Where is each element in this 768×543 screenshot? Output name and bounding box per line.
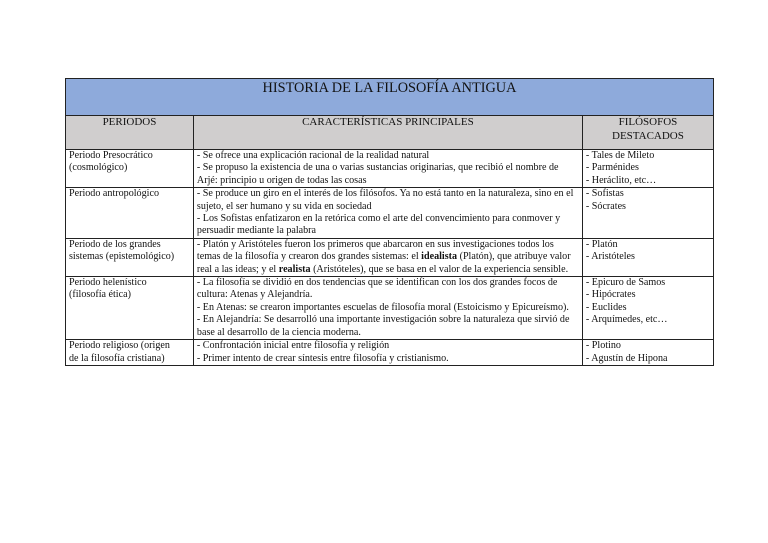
table-row xyxy=(66,340,714,366)
characteristic-item: - Se produce un giro en el interés de los filósofos. Ya no está tanto en la naturaleza, sino en el sujeto, el ser humano y su vida en sociedad xyxy=(196,188,574,212)
characteristic-item: - Se ofrece una explicación racional de la realidad natural xyxy=(196,150,430,161)
header-periods: PERIODOS xyxy=(66,116,194,150)
characteristic-text: (Platón), que atribuye valor real a las ideas; y el xyxy=(196,251,571,275)
period-name: Periodo religioso (origen xyxy=(69,340,170,352)
characteristic-bold-idealista: idealista xyxy=(421,251,458,263)
philosopher-item: - Euclides xyxy=(585,301,627,313)
characteristic-item: - Los Sofistas enfatizaron en la retórica como el arte del convencimiento para conmover y persuadir mediante la palabra xyxy=(196,213,561,237)
period-name: Periodo antropológico xyxy=(69,188,159,200)
characteristics-cell xyxy=(193,340,582,366)
philosopher-item: - Sócrates xyxy=(585,200,626,212)
header-philosophers-line1: FILÓSOFOS xyxy=(618,116,678,128)
characteristic-text: - Platón y Aristóteles fueron los primeros que abarcaron en sus investigaciones todos los temas de la filosofía y crearon dos grandes sistemas: el xyxy=(196,238,554,263)
period-subtitle: (filosofía ética) xyxy=(69,289,131,301)
period-cell xyxy=(66,340,194,366)
philosophers-cell xyxy=(582,340,713,366)
characteristic-item: - En Alejandría: Se desarrolló una importante investigación sobre la naturaleza que sirvió de base al desarrollo de la ciencia moderna. xyxy=(196,314,570,338)
philosopher-item: - Arquímedes, etc… xyxy=(585,314,668,326)
table-row xyxy=(66,277,714,340)
characteristic-item: - Se propuso la existencia de una o varias sustancias originarias, que recibió el nombre de Arjé: principio u origen de todas las cosas xyxy=(196,162,559,186)
table-title: HISTORIA DE LA FILOSOFÍA ANTIGUA xyxy=(66,79,714,116)
period-name: Periodo de los grandes xyxy=(69,238,161,250)
characteristics-cell xyxy=(193,238,582,276)
characteristic-item: - Confrontación inicial entre filosofía y religión xyxy=(196,340,390,352)
philosopher-item: - Plotino xyxy=(585,340,621,352)
header-philosophers xyxy=(582,116,713,150)
characteristics-cell xyxy=(193,150,582,188)
header-philosophers-line2: DESTACADOS xyxy=(612,129,684,142)
philosopher-item: - Agustín de Hipona xyxy=(585,352,668,364)
title-row xyxy=(66,79,714,116)
period-subtitle: sistemas (epistemológico) xyxy=(69,251,175,263)
period-cell xyxy=(66,150,194,188)
philosopher-item: - Parménides xyxy=(585,162,639,174)
header-row xyxy=(66,116,714,150)
period-subtitle: de la filosofía cristiana) xyxy=(69,352,165,364)
philosopher-item: - Hipócrates xyxy=(585,289,636,301)
philosopher-item: - Sofistas xyxy=(585,188,624,200)
characteristic-item: - En Atenas: se crearon importantes escuelas de filosofía moral (Estoicismo y Epicureísmo). xyxy=(196,301,569,313)
document-page xyxy=(65,78,714,366)
philosophers-cell xyxy=(582,188,713,239)
philosopher-item: - Tales de Mileto xyxy=(585,150,655,161)
characteristics-cell xyxy=(193,277,582,340)
philosophy-history-table xyxy=(65,78,714,366)
table-row xyxy=(66,188,714,239)
philosophers-cell xyxy=(582,238,713,276)
characteristic-item: - Primer intento de crear síntesis entre filosofía y cristianismo. xyxy=(196,352,449,364)
period-name: Periodo Presocrático xyxy=(69,150,153,161)
philosopher-item: - Aristóteles xyxy=(585,251,635,263)
philosophers-cell xyxy=(582,277,713,340)
philosophers-cell xyxy=(582,150,713,188)
philosopher-item: - Epicuro de Samos xyxy=(585,277,666,289)
characteristic-bold-realista: realista xyxy=(278,263,311,275)
header-characteristics: CARACTERÍSTICAS PRINCIPALES xyxy=(193,116,582,150)
characteristic-item: - La filosofía se dividió en dos tendencias que se identifican con los dos grandes focos de cultura: Atenas y Alejandría. xyxy=(196,277,558,301)
table-row xyxy=(66,150,714,188)
characteristics-cell xyxy=(193,188,582,239)
period-name: Periodo helenístico xyxy=(69,277,147,289)
period-subtitle: (cosmológico) xyxy=(69,162,128,174)
philosopher-item: - Platón xyxy=(585,238,618,250)
philosopher-item: - Heráclito, etc… xyxy=(585,174,657,186)
characteristic-text: (Aristóteles), que se basa en el valor de la experiencia sensible. xyxy=(310,263,569,275)
period-cell xyxy=(66,238,194,276)
period-cell xyxy=(66,188,194,239)
period-cell xyxy=(66,277,194,340)
table-row xyxy=(66,238,714,276)
